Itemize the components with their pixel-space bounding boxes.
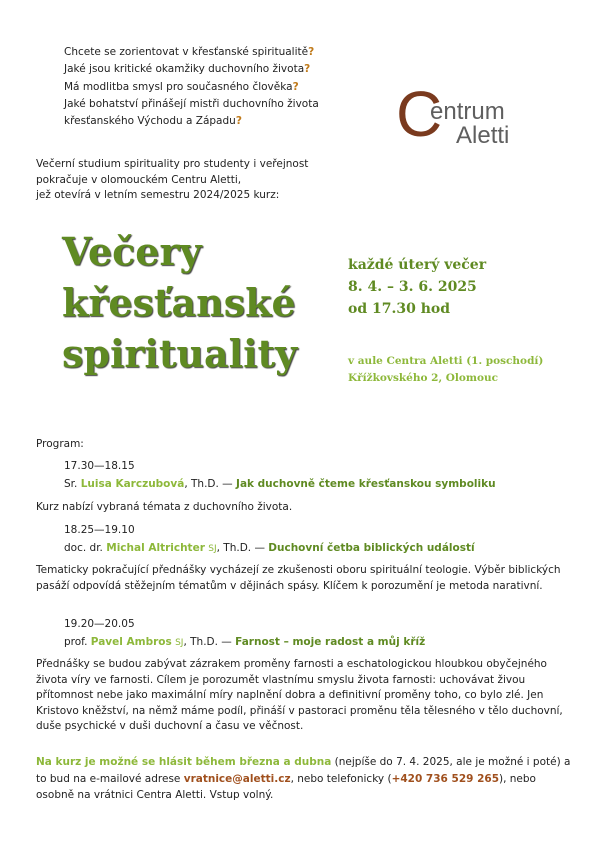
centrum-aletti-logo: [396, 78, 546, 172]
session-description: Kurz nabízí vybraná témata z duchovního života.: [36, 501, 293, 513]
question-line: Jaké jsou kritické okamžiky duchovního života?: [64, 63, 311, 76]
session-description: Přednášky se budou zabývat zázrakem proměny farnosti a eschatologickou hloubkou obyčejného života víry ve farnosti. Cílem je porozumět vlastnímu smyslu života farnosti: uchovávat živou přítomnost nebe jako maximální míry naplnění dobra a definitivní proměny toho, co bylo zlé. Jen Kristovo kněžství, na němž máme podíl, přináší v pastoraci proměnu těla tělesného v tělo duchovní, duše psychické v duši duchovní a času ve věčnost.: [36, 658, 563, 733]
logo-line1: entrum: [430, 98, 505, 125]
registration-note: Na kurz je možné se hlásit během března a dubna (nejpíše do 7. 4. 2025, ale je možné i poté) a to bud na e-mailové adrese vratnice@aletti.cz, nebo telefonicky (+420 736 529 265), nebo osobně na vrátnici Centra Aletti. Vstup volný.: [36, 756, 571, 801]
session-lecturer: doc. dr. Michal Altrichter SJ, Th.D. — Duchovní četba biblických událostí: [64, 542, 475, 554]
session-time: 18.25—19.10: [64, 524, 135, 536]
session-time: 17.30—18.15: [64, 460, 135, 472]
logo-letter: C: [396, 78, 443, 150]
question-line: křesťanského Východu a Západu?: [64, 115, 242, 128]
venue-info: v aule Centra Aletti (1. poschodí) Křížkovského 2, Olomouc: [348, 355, 544, 384]
program-label: Program:: [36, 438, 84, 450]
session-lecturer: Sr. Luisa Karczubová, Th.D. — Jak duchovně čteme křesťanskou symboliku: [64, 478, 496, 490]
email-link[interactable]: vratnice@aletti.cz: [183, 772, 291, 785]
question-line: Chcete se zorientovat v křesťanské spiritualitě?: [64, 46, 315, 58]
session-time: 19.20—20.05: [64, 618, 135, 630]
session-description: Tematicky pokračující přednášky vycházejí ze zkušenosti oboru spirituální teologie. Výběr biblických pasáží odpovídá stěžejním tématům v dějinách spásy. Klíčem k porozumění je metoda narativní.: [36, 564, 561, 592]
intro-questions: [64, 44, 319, 130]
intro-text: Večerní studium spirituality pro studenty i veřejnost pokračuje v olomouckém Centru Aletti, jež otevírá v letním semestru 2024/2025 kurz:: [36, 158, 309, 202]
session-lecturer: prof. Pavel Ambros SJ, Th.D. — Farnost – moje radost a můj kříž: [64, 636, 426, 648]
course-title: Večery křesťanské spirituality: [62, 229, 298, 376]
question-line: Jaké bohatství přinášejí mistři duchovního života: [64, 97, 319, 110]
phone-number[interactable]: +420 736 529 265: [391, 772, 499, 785]
question-line: Má modlitba smysl pro současného člověka?: [64, 80, 299, 93]
logo-line2: Aletti: [456, 122, 510, 149]
schedule-info: každé úterý večer 8. 4. – 3. 6. 2025 od 17.30 hod: [348, 257, 487, 317]
